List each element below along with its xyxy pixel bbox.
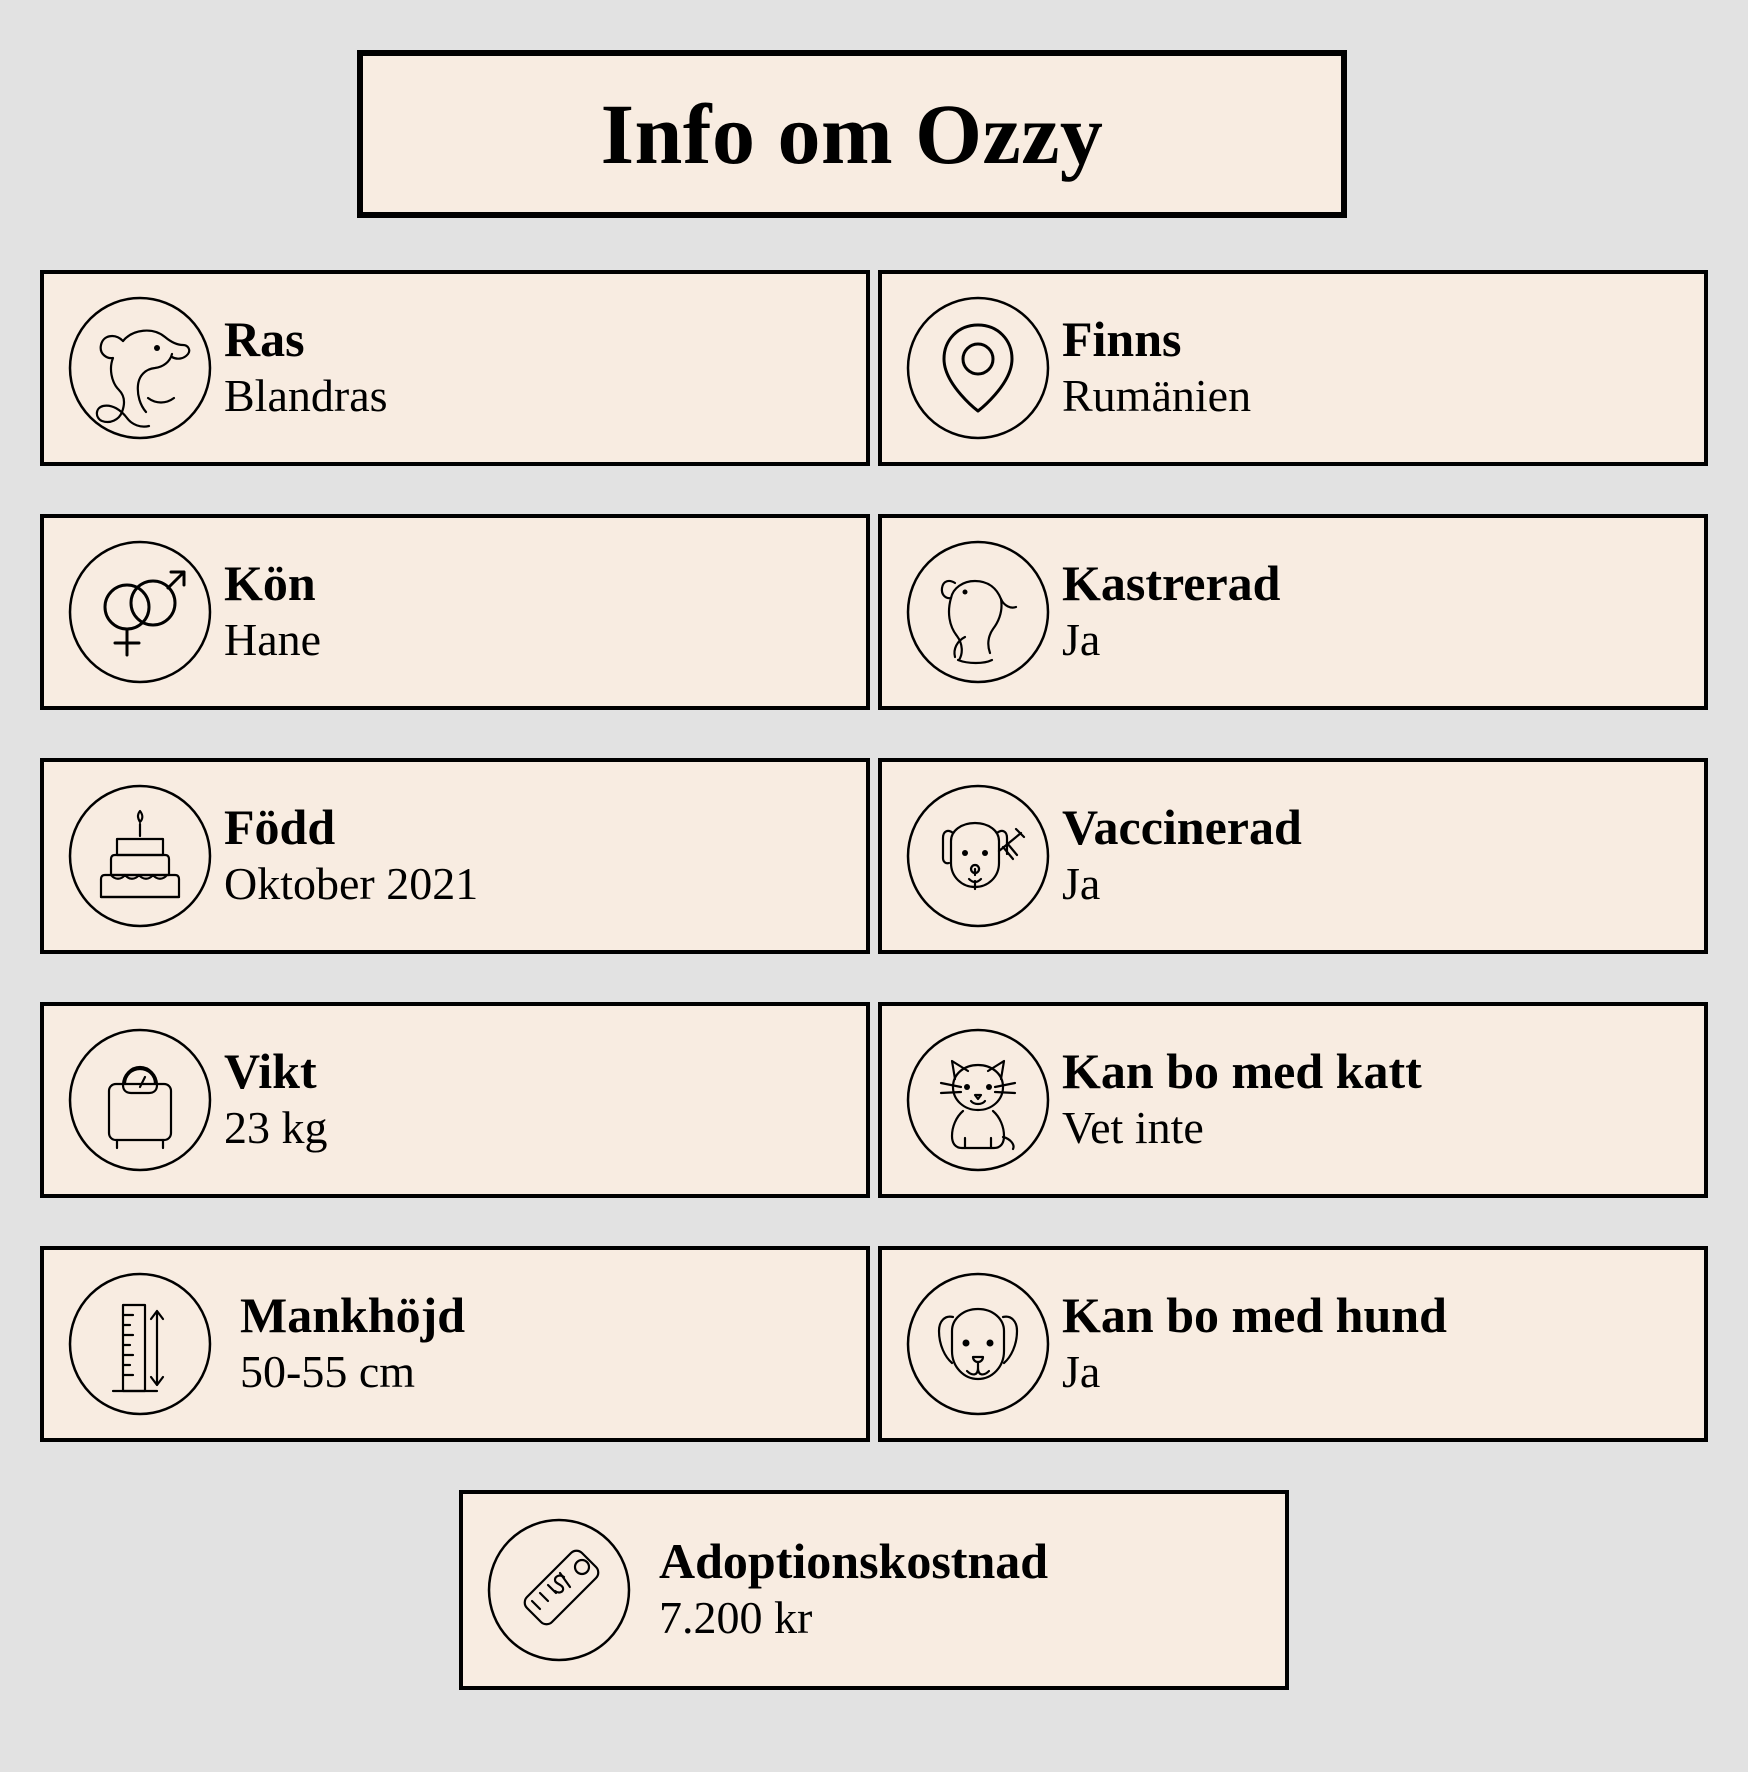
info-value: Ja bbox=[1062, 857, 1101, 909]
info-value: Oktober 2021 bbox=[224, 857, 479, 909]
info-row bbox=[0, 514, 1748, 710]
info-value: 23 kg bbox=[224, 1101, 328, 1153]
info-card-mankhojd bbox=[40, 1246, 870, 1442]
info-value: Hane bbox=[224, 613, 322, 665]
info-value: Blandras bbox=[224, 369, 388, 421]
price-tag-icon bbox=[479, 1510, 639, 1670]
info-value: 50-55 cm bbox=[240, 1345, 416, 1397]
info-row bbox=[0, 270, 1748, 466]
info-label: Adoptionskostnad bbox=[659, 1533, 1049, 1590]
location-pin-icon bbox=[898, 288, 1058, 448]
info-value: Vet inte bbox=[1062, 1101, 1204, 1153]
info-card-kastrerad bbox=[878, 514, 1708, 710]
page-title: Info om Ozzy bbox=[600, 86, 1104, 182]
info-value: Ja bbox=[1062, 1345, 1101, 1397]
bottom-row bbox=[0, 1490, 1748, 1690]
info-card-finns bbox=[878, 270, 1708, 466]
dog-vaccine-icon bbox=[898, 776, 1058, 936]
info-label: Kastrerad bbox=[1062, 555, 1281, 612]
info-row bbox=[0, 1246, 1748, 1442]
dog-line-icon bbox=[60, 288, 220, 448]
ruler-icon bbox=[60, 1264, 220, 1424]
info-label: Ras bbox=[224, 311, 305, 368]
cat-icon bbox=[898, 1020, 1058, 1180]
info-label: Vikt bbox=[224, 1043, 317, 1100]
info-label: Vaccinerad bbox=[1062, 799, 1302, 856]
info-card-kon bbox=[40, 514, 870, 710]
info-label: Mankhöjd bbox=[240, 1287, 466, 1344]
info-label: Finns bbox=[1062, 311, 1182, 368]
info-row bbox=[0, 1002, 1748, 1198]
page-title-box bbox=[357, 50, 1347, 218]
birthday-cake-icon bbox=[60, 776, 220, 936]
info-card-kan-bo-med-katt bbox=[878, 1002, 1708, 1198]
info-label: Kan bo med katt bbox=[1062, 1043, 1422, 1100]
info-card-vikt bbox=[40, 1002, 870, 1198]
gender-symbols-icon bbox=[60, 532, 220, 692]
weight-scale-icon bbox=[60, 1020, 220, 1180]
dog-face-icon bbox=[898, 1264, 1058, 1424]
info-card-kan-bo-med-hund bbox=[878, 1246, 1708, 1442]
sitting-dog-icon bbox=[898, 532, 1058, 692]
info-value: Rumänien bbox=[1062, 369, 1252, 421]
info-value: 7.200 kr bbox=[659, 1591, 813, 1643]
info-label: Född bbox=[224, 799, 336, 856]
info-card-vaccinerad bbox=[878, 758, 1708, 954]
info-label: Kön bbox=[224, 555, 316, 612]
info-card-adoptionskostnad bbox=[459, 1490, 1289, 1690]
info-card-fodd bbox=[40, 758, 870, 954]
info-row bbox=[0, 758, 1748, 954]
info-grid bbox=[0, 270, 1748, 1490]
info-label: Kan bo med hund bbox=[1062, 1287, 1447, 1344]
info-value: Ja bbox=[1062, 613, 1101, 665]
info-card-ras bbox=[40, 270, 870, 466]
